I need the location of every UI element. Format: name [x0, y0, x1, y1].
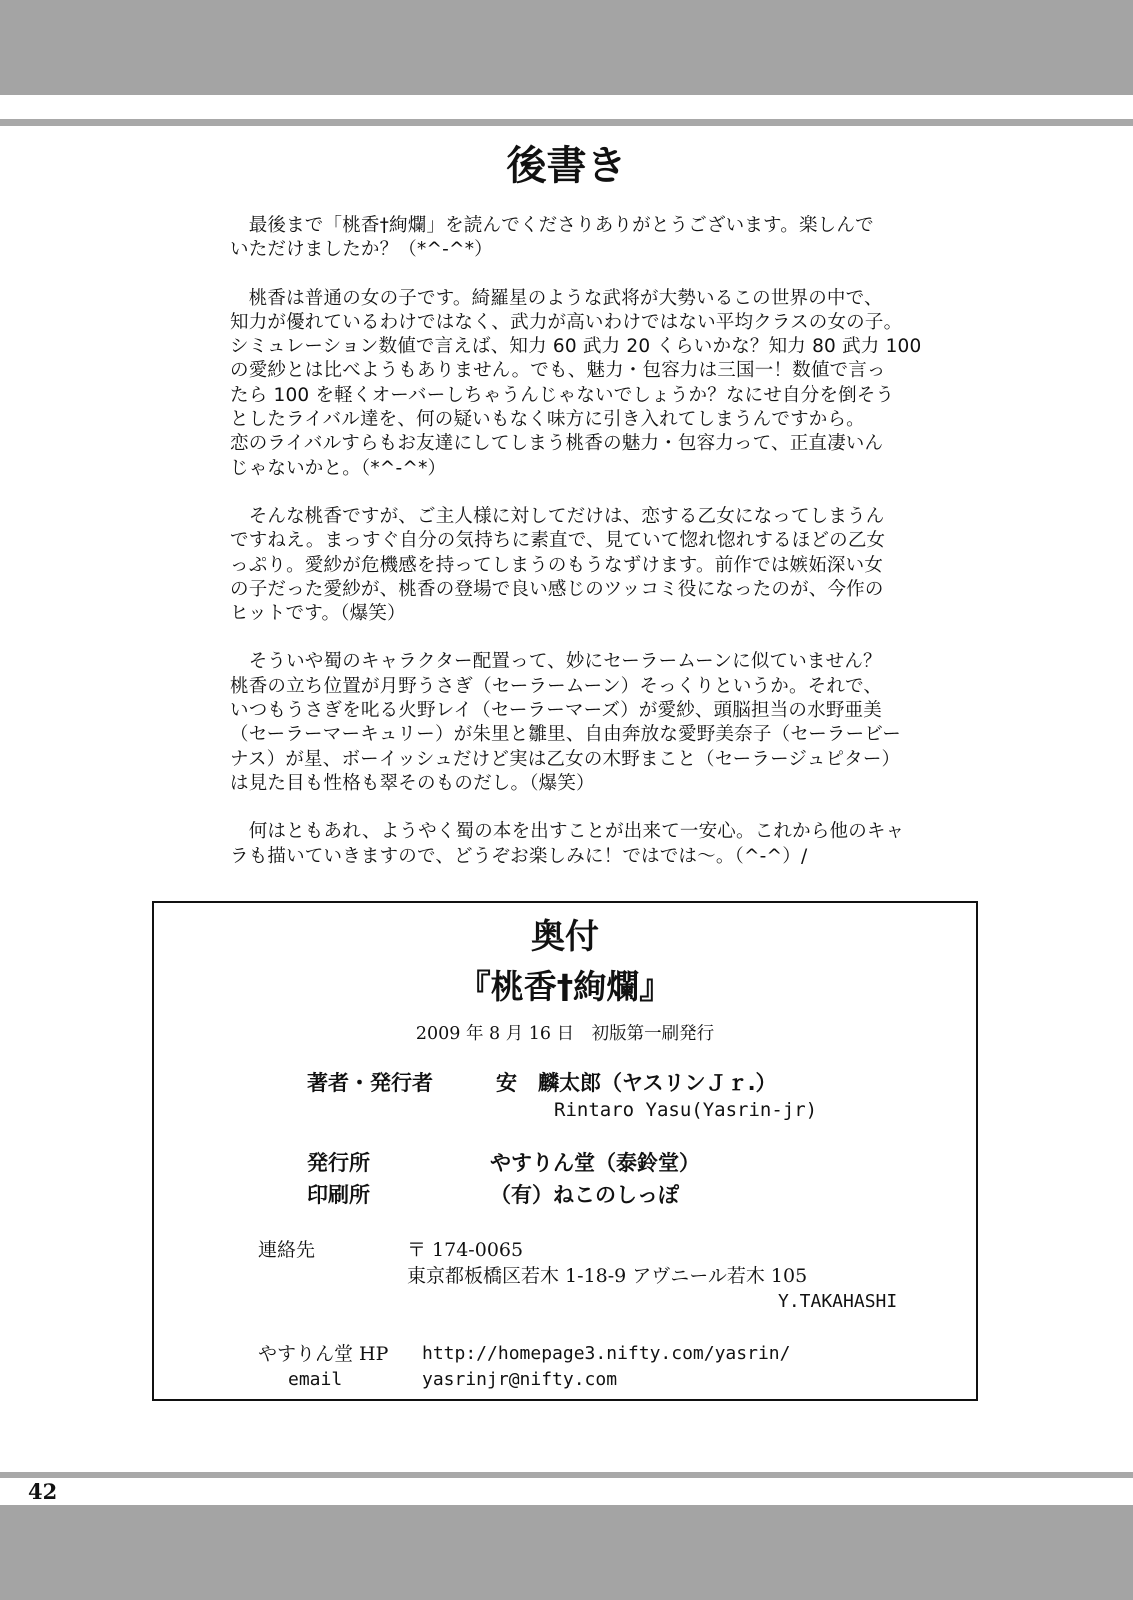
top-gray-band: [0, 0, 1133, 95]
afterword-line: いつもうさぎを叱る火野レイ（セーラーマーズ）が愛紗、頭脳担当の水野亜美: [230, 700, 882, 722]
contact-person: Y.TAKAHASHI: [778, 1291, 898, 1312]
afterword-paragraph: [230, 505, 920, 626]
postal-code: 〒 174-0065: [407, 1239, 524, 1261]
email-label: email: [288, 1369, 343, 1390]
afterword-paragraph: [230, 650, 920, 796]
afterword-line: ナス）が星、ボーイッシュだけど実は乙女の木野まこと（セーラージュピター）: [230, 748, 901, 770]
homepage-label: やすりん堂 HP: [258, 1343, 389, 1365]
author-romaji: Rintaro Yasu(Yasrin-jr): [554, 1099, 818, 1121]
colophon-edition-date: 2009 年 8 月 16 日 初版第一刷発行: [415, 1024, 715, 1044]
email-link[interactable]: yasrinjr@nifty.com: [422, 1369, 618, 1390]
afterword-line: ヒットです。（爆笑）: [230, 603, 406, 625]
postal-address: 東京都板橋区若木 1-18-9 アヴニール若木 105: [407, 1265, 808, 1287]
afterword-line: としたライバル達を、何の疑いもなく味方に引き入れてしまうんですから。: [230, 409, 865, 431]
afterword-line: いただけましたか？（*^-^*）: [230, 239, 493, 261]
printer-label: 印刷所: [307, 1183, 370, 1207]
afterword-paragraph: [230, 820, 920, 869]
publisher-name: やすりん堂（泰鈴堂）: [490, 1151, 700, 1175]
afterword-line: 桃香は普通の女の子です。綺羅星のような武将が大勢いるこの世界の中で、: [230, 287, 883, 309]
afterword-paragraph: [230, 287, 920, 481]
afterword-paragraph: [230, 214, 920, 263]
afterword-line: （セーラーマーキュリー）が朱里と雛里、自由奔放な愛野美奈子（セーラービー: [230, 724, 901, 746]
page-number: 42: [28, 1479, 58, 1504]
afterword-line: そういや蜀のキャラクター配置って、妙にセーラームーンに似ていません？: [230, 651, 882, 673]
afterword-line: シミュレーション数値で言えば、知力 60 武力 20 くらいかな？知力 80 武力 100: [230, 336, 922, 358]
afterword-line: そんな桃香ですが、ご主人様に対してだけは、恋する乙女になってしまうん: [230, 505, 885, 527]
author-label: 著者・発行者: [307, 1071, 433, 1095]
printer-name: （有）ねこのしっぽ: [490, 1183, 679, 1207]
bottom-divider-rule: [0, 1472, 1133, 1478]
afterword-line: たら 100 を軽くオーバーしちゃうんじゃないでしょうか？なにせ自分を倒そう: [230, 384, 895, 406]
homepage-link[interactable]: http://homepage3.nifty.com/yasrin/: [422, 1343, 791, 1364]
afterword-line: 桃香の立ち位置が月野うさぎ（セーラームーン）そっくりというか。それで、: [230, 675, 883, 697]
colophon-book-title: 『桃香†絢爛』: [457, 967, 673, 1006]
afterword-line: 知力が優れているわけではなく、武力が高いわけではない平均クラスの女の子。: [230, 311, 903, 333]
bottom-gray-band: [0, 1505, 1133, 1600]
afterword-line: 恋のライバルすらもお友達にしてしまう桃香の魅力・包容力って、正直凄いん: [230, 433, 884, 455]
afterword-line: ラも描いていきますので、どうぞお楽しみに！ではでは～。（^-^）/: [230, 845, 808, 867]
author-name: 安 麟太郎（ヤスリンＪｒ.）: [496, 1071, 777, 1095]
afterword-line: の愛紗とは比べようもありません。でも、魅力・包容力は三国一！数値で言っ: [230, 360, 886, 382]
colophon-box: [152, 901, 978, 1401]
afterword-title: 後書き: [506, 143, 627, 189]
afterword-line: 最後まで「桃香†絢爛」を読んでくださりありがとうございます。楽しんで: [230, 215, 874, 236]
contact-label: 連絡先: [258, 1239, 316, 1261]
afterword-line: ですねえ。まっすぐ自分の気持ちに素直で、見ていて惚れ惚れするほどの乙女: [230, 530, 886, 552]
publisher-label: 発行所: [307, 1151, 370, 1175]
afterword-line: っぷり。愛紗が危機感を持ってしまうのもうなずけます。前作では嫉妬深い女: [230, 554, 884, 576]
colophon-title: 奥付: [531, 917, 599, 957]
afterword-line: 何はともあれ、ようやく蜀の本を出すことが出来て一安心。これから他のキャ: [230, 821, 905, 843]
afterword-line: の子だった愛紗が、桃香の登場で良い感じのツッコミ役になったのが、今作の: [230, 578, 884, 600]
afterword-body: [230, 214, 920, 893]
top-divider-rule: [0, 119, 1133, 126]
afterword-line: は見た目も性格も翠そのものだし。（爆笑）: [230, 772, 595, 794]
afterword-line: じゃないかと。（*^-^*）: [230, 457, 447, 479]
